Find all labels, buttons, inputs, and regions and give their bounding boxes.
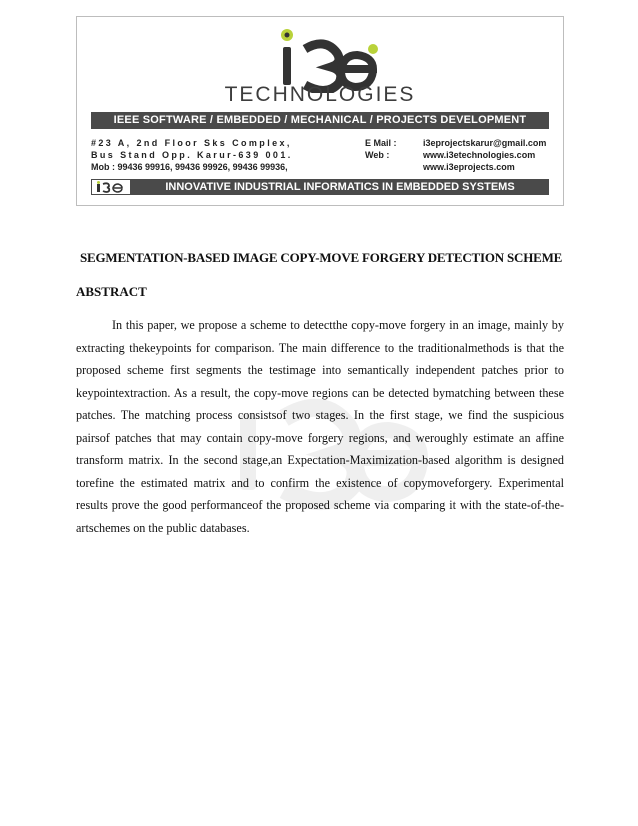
address-line-2: Bus Stand Opp. Karur-639 001. xyxy=(91,150,293,160)
web-label: Web : xyxy=(365,150,390,160)
paper-title: SEGMENTATION-BASED IMAGE COPY-MOVE FORGERY DETECTION SCHEME xyxy=(80,250,563,265)
contact-block xyxy=(365,137,555,173)
small-logo-icon xyxy=(91,179,131,195)
abstract-body: In this paper, we propose a scheme to detectthe copy-move forgery in an image, mainly by extracting thekeypoints for comparison. The main difference to the traditionalmethods is that the proposed scheme first segments the testimage into semantically independent patches prior to keypointextraction. As a result, the copy-move regions can be detected bymatching between these patches. The matching process consistsof two stages. In the first stage, we find the suspicious pairsof patches that may contain copy-move forgery regions, and weroughly estimate an affine transform matrix. In the second stage,an Expectation-Maximization-based algorithm is designed torefine the estimated matrix and to confirm the existence of copymoveforgery. Experimental results prove the good performanceof the proposed scheme via comparing it with the state-of-the-artschemes on the public databases. xyxy=(76,318,564,535)
abstract-heading: ABSTRACT xyxy=(76,284,147,299)
email-link[interactable]: i3eprojectskarur@gmail.com xyxy=(423,138,547,148)
services-band: IEEE SOFTWARE / EMBEDDED / MECHANICAL / PROJECTS DEVELOPMENT xyxy=(91,112,549,129)
technologies-wordmark: TECHNOLOGIES xyxy=(224,83,416,106)
footer-band-text: INNOVATIVE INDUSTRIAL INFORMATICS IN EMBEDDED SYSTEMS xyxy=(131,179,549,195)
footer-band xyxy=(91,179,549,195)
address-line-1: #23 A, 2nd Floor Sks Complex, xyxy=(91,138,292,148)
web-link-1[interactable]: www.i3etechnologies.com xyxy=(423,150,536,160)
address-line-3: Mob : 99436 99916, 99436 99926, 99436 99936, xyxy=(91,162,288,172)
email-label: E Mail : xyxy=(365,138,397,148)
letterhead xyxy=(76,16,564,206)
address-block xyxy=(91,137,341,173)
web-link-2[interactable]: www.i3eprojects.com xyxy=(423,162,515,172)
